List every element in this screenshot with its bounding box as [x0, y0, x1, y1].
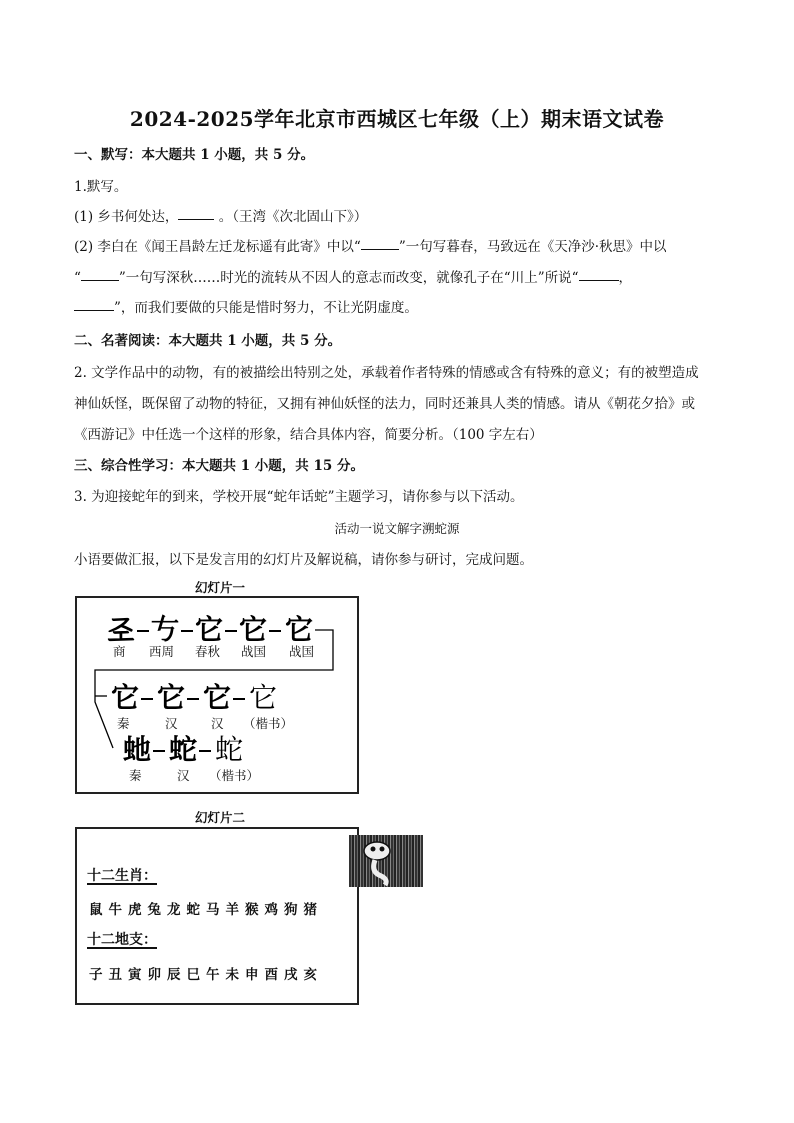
snake-image — [349, 835, 423, 887]
answer-blank[interactable] — [579, 268, 619, 281]
era-label: 商 — [113, 644, 126, 659]
era-label: 秦 — [129, 768, 142, 783]
question1-label: 1.默写。 — [74, 179, 128, 195]
slide2-caption: 幻灯片二 — [194, 810, 245, 825]
branches-heading: 十二地支： — [87, 932, 157, 948]
glyph-kaishu-she: 蛇 — [215, 733, 244, 766]
slide1-caption: 幻灯片一 — [194, 580, 245, 595]
dash — [153, 750, 165, 752]
question2-line3: 《西游记》中任选一个这样的形象，结合具体内容，简要分析。（100 字左右） — [74, 427, 543, 443]
question1-item2-line1 — [74, 237, 724, 257]
glyph-chunqiu: 它 — [195, 613, 224, 646]
era-label: 春秋 — [195, 644, 221, 659]
slide1 — [75, 596, 359, 794]
era-label: 汉 — [211, 716, 224, 731]
question1-item1 — [74, 207, 724, 227]
era-label: 汉 — [177, 768, 190, 783]
dash — [141, 698, 153, 700]
glyph-qin: 它 — [111, 681, 140, 714]
item2-text-c: “ — [74, 270, 81, 286]
glyph-zhanguo1: 它 — [239, 613, 268, 646]
question3-line: 3. 为迎接蛇年的到来，学校开展“蛇年话蛇”主题学习，请你参与以下活动。 — [74, 489, 524, 505]
question2-line2: 神仙妖怪，既保留了动物的特征，又拥有神仙妖怪的法力，同时还兼具人类的情感。请从《朝花夕拾》或 — [74, 396, 695, 412]
item2-text-b: ”一句写暮春，马致远在《天净沙·秋思》中以 — [398, 239, 667, 255]
glyph-xizhou: 𠀁 — [151, 613, 180, 646]
era-label: （楷书） — [243, 716, 294, 731]
era-label: 汉 — [165, 716, 178, 731]
exam-title: 2024-2025学年北京市西城区七年级（上）期末语文试卷 — [129, 107, 665, 131]
question2-line1: 2. 文学作品中的动物，有的被描绘出特别之处，承载着作者特殊的情感或含有特殊的意义；有的被塑造成 — [74, 365, 699, 381]
era-label: （楷书） — [209, 768, 260, 783]
glyph-han2: 它 — [203, 681, 232, 714]
glyph-qin-she: 虵 — [123, 733, 152, 766]
era-label: 战国 — [241, 644, 267, 659]
slide2 — [75, 827, 359, 1005]
era-label: 秦 — [117, 716, 130, 731]
question1-item2-line2 — [74, 268, 724, 288]
item1-text-b: 。（王湾《次北固山下》） — [218, 209, 368, 225]
question1-item2-line3 — [74, 298, 724, 318]
answer-blank[interactable] — [74, 298, 114, 311]
item2-text-a: (2) 李白在《闻王昌龄左迁龙标遥有此寄》中以“ — [74, 239, 361, 255]
glyph-han-she: 蛇 — [169, 733, 198, 766]
item2-text-e: ， — [618, 270, 633, 286]
glyph-han1: 它 — [157, 681, 186, 714]
item2-text-f: ”，而我们要做的只能是惜时努力，不让光阴虚度。 — [114, 300, 418, 316]
era-label: 战国 — [289, 644, 315, 659]
branches-list: 子丑寅卯辰巳午未申酉戌亥 — [89, 967, 323, 983]
answer-blank[interactable] — [81, 268, 119, 281]
answer-blank[interactable] — [361, 237, 399, 250]
glyph-kaishu: 它 — [249, 681, 278, 714]
section3-heading: 三、综合性学习：本大题共 1 小题，共 15 分。 — [74, 458, 364, 474]
activity-title: 活动一说文解字溯蛇源 — [334, 521, 460, 536]
dash — [233, 698, 245, 700]
activity-intro: 小语要做汇报，以下是发言用的幻灯片及解说稿，请你参与研讨，完成问题。 — [74, 552, 533, 568]
item2-text-d: ”一句写深秋……时光的流转从不因人的意志而改变，就像孔子在“川上”所说“ — [118, 270, 579, 286]
glyph-zhanguo2: 它 — [285, 613, 314, 646]
zodiac-list: 鼠牛虎兔龙蛇马羊猴鸡狗猪 — [89, 902, 323, 918]
section2-heading: 二、名著阅读：本大题共 1 小题，共 5 分。 — [74, 333, 342, 349]
dash — [187, 698, 199, 700]
era-label: 西周 — [149, 644, 175, 659]
section1-heading: 一、默写：本大题共 1 小题，共 5 分。 — [74, 147, 315, 163]
glyph-shang: 𢀖 — [107, 613, 136, 646]
answer-blank[interactable] — [178, 207, 214, 220]
dash — [199, 750, 211, 752]
zodiac-heading: 十二生肖： — [87, 868, 157, 884]
item1-text-a: (1) 乡书何处达， — [74, 209, 179, 225]
